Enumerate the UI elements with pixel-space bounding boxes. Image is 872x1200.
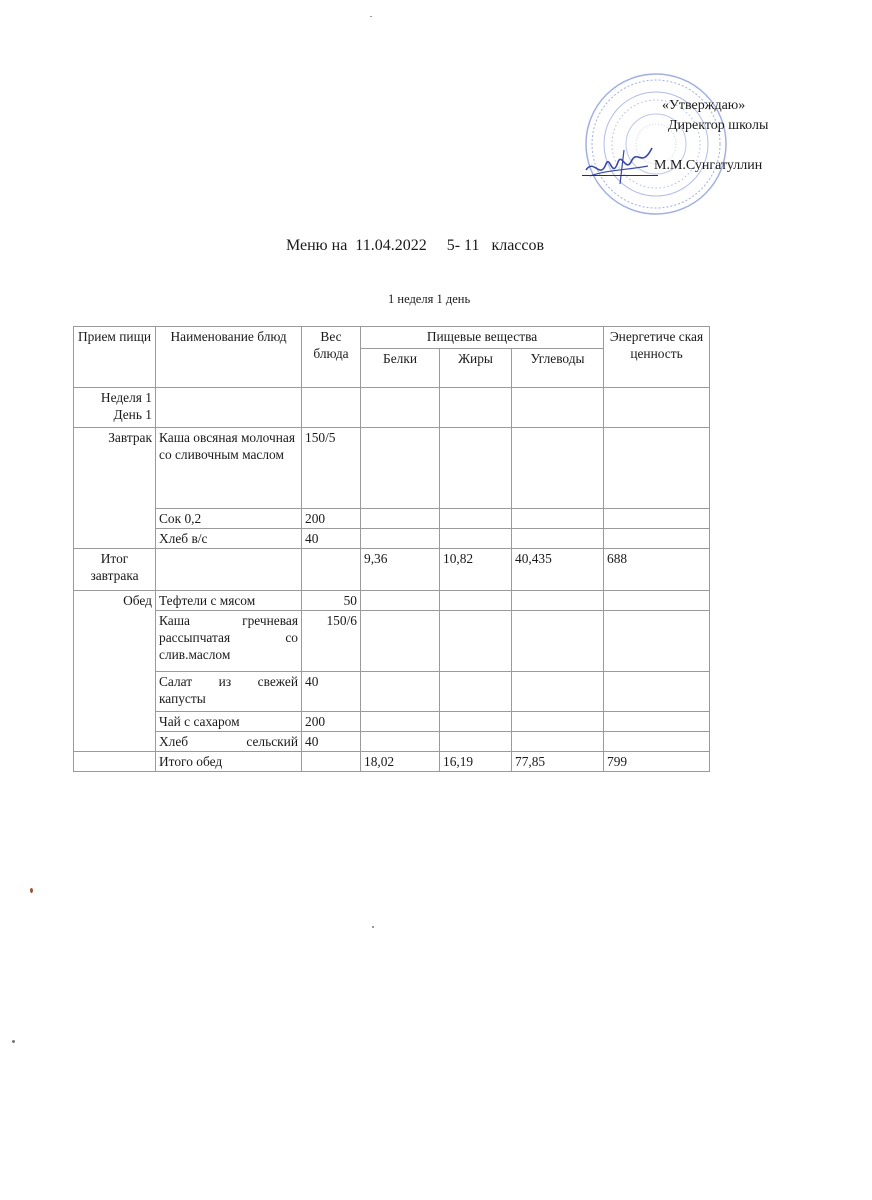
breakfast-total-fat: 10,82 xyxy=(440,549,512,591)
lunch-total-fat: 16,19 xyxy=(440,752,512,772)
header-energy: Энергетиче ская ценность xyxy=(604,327,710,388)
breakfast-total-protein: 9,36 xyxy=(361,549,440,591)
header-fat: Жиры xyxy=(440,349,512,388)
scan-speck xyxy=(370,16,372,17)
menu-table xyxy=(73,326,710,772)
dish-weight: 40 xyxy=(302,672,361,712)
lunch-total-protein: 18,02 xyxy=(361,752,440,772)
dish-name: Хлеб в/с xyxy=(156,529,302,549)
table-row xyxy=(74,591,710,611)
header-nutrients: Пищевые вещества xyxy=(361,327,604,349)
header-dish: Наименование блюд xyxy=(156,327,302,388)
dish-name: Салат из свежей капусты xyxy=(156,672,302,712)
dish-weight: 150/6 xyxy=(302,611,361,672)
dish-weight: 50 xyxy=(302,591,361,611)
dish-weight: 200 xyxy=(302,712,361,732)
page-title: Меню на 11.04.2022 5- 11 классов xyxy=(286,237,545,254)
table-row xyxy=(74,428,710,509)
header-weight: Вес блюда xyxy=(302,327,361,388)
table-row-breakfast-total xyxy=(74,549,710,591)
table-row xyxy=(74,611,710,672)
table-row xyxy=(74,529,710,549)
table-row xyxy=(74,388,710,428)
scan-speck xyxy=(30,888,33,893)
header-meal: Прием пищи xyxy=(74,327,156,388)
scan-speck xyxy=(372,926,374,928)
lunch-total-label: Итого обед xyxy=(156,752,302,772)
dish-weight: 150/5 xyxy=(302,428,361,509)
table-row xyxy=(74,509,710,529)
meal-breakfast: Завтрак xyxy=(74,428,156,549)
director-signature xyxy=(582,140,656,188)
breakfast-total-label: Итог завтрака xyxy=(74,549,156,591)
header-carbs: Углеводы xyxy=(512,349,604,388)
lunch-total-carbs: 77,85 xyxy=(512,752,604,772)
approval-line-name: М.М.Сунгатуллин xyxy=(654,158,763,173)
approval-line-approve: «Утверждаю» xyxy=(662,98,746,113)
dish-name: Тефтели с мясом xyxy=(156,591,302,611)
table-row-lunch-total xyxy=(74,752,710,772)
dish-weight: 40 xyxy=(302,732,361,752)
header-protein: Белки xyxy=(361,349,440,388)
table-row xyxy=(74,672,710,712)
dish-name: Сок 0,2 xyxy=(156,509,302,529)
week-day-cell: Неделя 1 День 1 xyxy=(74,388,156,428)
table-row xyxy=(74,732,710,752)
approval-line-position: Директор школы xyxy=(668,118,769,133)
table-header-row xyxy=(74,327,710,349)
dish-name: Каша овсяная молочная со сливочным маслом xyxy=(156,428,302,509)
dish-weight: 40 xyxy=(302,529,361,549)
dish-name: Чай с сахаром xyxy=(156,712,302,732)
table-row xyxy=(74,712,710,732)
dish-name: Каша гречневая рассыпчатая со слив.маслом xyxy=(156,611,302,672)
signature-line xyxy=(582,175,658,176)
page-subtitle: 1 неделя 1 день xyxy=(388,292,471,306)
lunch-total-energy: 799 xyxy=(604,752,710,772)
meal-lunch: Обед xyxy=(74,591,156,752)
dish-name: Хлеб сельский xyxy=(156,732,302,752)
scan-speck xyxy=(12,1040,15,1043)
breakfast-total-energy: 688 xyxy=(604,549,710,591)
dish-weight: 200 xyxy=(302,509,361,529)
breakfast-total-carbs: 40,435 xyxy=(512,549,604,591)
